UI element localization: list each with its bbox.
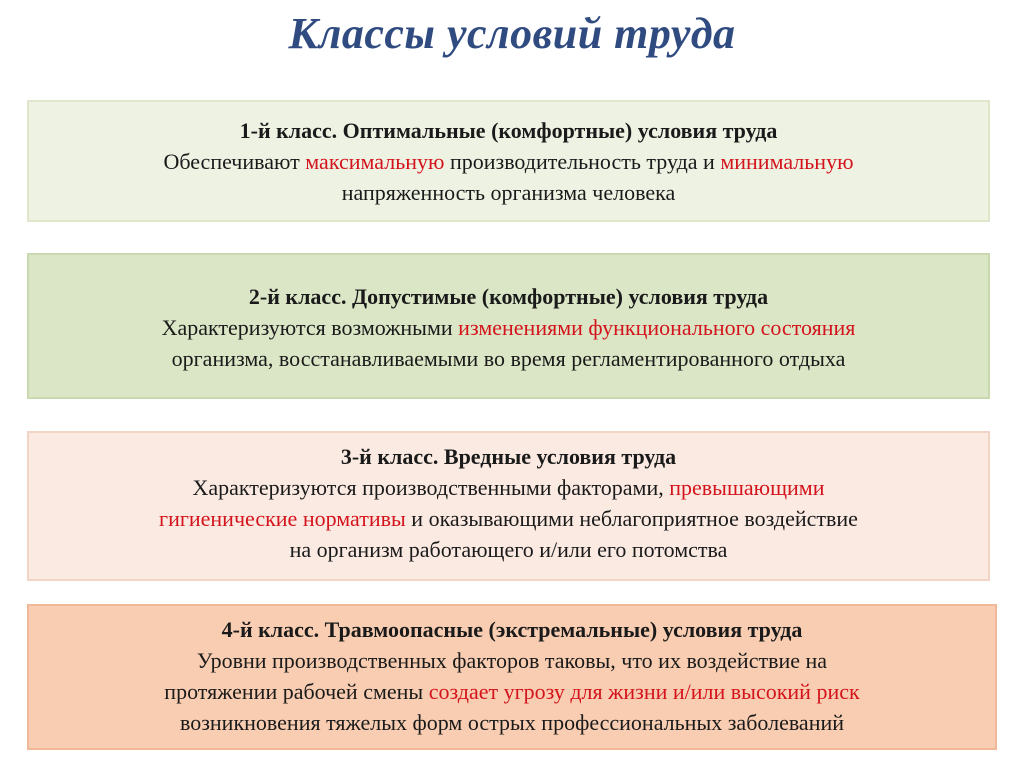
class-1-description [29, 146, 988, 208]
text-segment: напряженность организма человека [341, 180, 676, 205]
class-3-heading: 3-й класс. Вредные условия труда [340, 444, 677, 469]
description-line [29, 676, 995, 707]
text-segment: на организм работающего и/или его потомства [289, 537, 728, 562]
description-line [29, 343, 988, 374]
description-line [29, 707, 995, 738]
text-segment: и оказывающими неблагоприятное воздействие [405, 506, 858, 531]
description-line [29, 645, 995, 676]
class-3-box [27, 431, 990, 581]
highlighted-text: создает угрозу для жизни и/или высокий риск [428, 679, 860, 704]
class-4-heading: 4-й класс. Травмоопасные (экстремальные) условия труда [221, 617, 803, 642]
text-segment: протяжении рабочей смены [164, 679, 429, 704]
class-3-description [29, 472, 988, 565]
class-2-heading: 2-й класс. Допустимые (комфортные) условия труда [248, 284, 769, 309]
description-line [29, 534, 988, 565]
highlighted-text: минимальную [720, 149, 854, 174]
highlighted-text: превышающими [669, 475, 825, 500]
text-segment: организма, восстанавливаемыми во время регламентированного отдыха [171, 346, 846, 371]
class-1-heading: 1-й класс. Оптимальные (комфортные) условия труда [239, 118, 778, 143]
text-segment: Уровни производственных факторов таковы, что их воздействие на [196, 648, 828, 673]
highlighted-text: гигиенические нормативы [159, 506, 406, 531]
highlighted-text: максимальную [305, 149, 445, 174]
slide-title: Классы условий труда [288, 9, 736, 58]
text-segment: Характеризуются производственными факторами, [192, 475, 670, 500]
text-segment: производительность труда и [444, 149, 721, 174]
description-line [29, 312, 988, 343]
description-line [29, 472, 988, 503]
description-line [29, 503, 988, 534]
class-1-box [27, 100, 990, 222]
class-4-description [29, 645, 995, 738]
text-segment: Характеризуются возможными [161, 315, 459, 340]
highlighted-text: изменениями функционального состояния [458, 315, 856, 340]
class-4-box [27, 604, 997, 750]
text-segment: Обеспечивают [163, 149, 306, 174]
description-line [29, 177, 988, 208]
description-line [29, 146, 988, 177]
class-2-box [27, 253, 990, 399]
class-2-description [29, 312, 988, 374]
text-segment: возникновения тяжелых форм острых профессиональных заболеваний [179, 710, 845, 735]
